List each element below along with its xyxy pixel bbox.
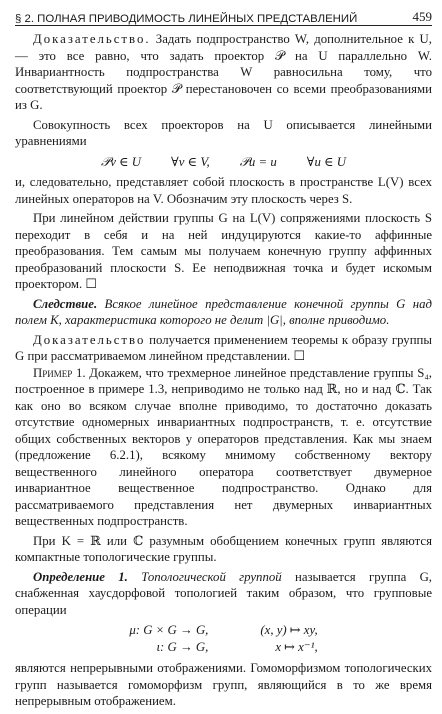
proof2-paragraph xyxy=(15,332,432,365)
corollary-paragraph xyxy=(15,296,432,329)
formula-row xyxy=(123,622,323,639)
definition-label: Определение 1. xyxy=(33,569,128,584)
compact-groups-paragraph: При K = ℝ или ℂ разумным обобщением конечных групп являются компактные топологические группы. xyxy=(15,533,432,564)
equation-part: 𝒫v ∈ U xyxy=(101,154,142,169)
definition-paragraph xyxy=(15,569,432,619)
example-label: Пример 1. xyxy=(33,365,86,380)
projector-equations xyxy=(15,154,432,171)
affine-paragraph: При линейном действии группы G на L(V) сопряжениями плоскость S переходит в себя и на ней индуцируются какие-то аффинные преобразования. Тем самым мы получаем конечную группу аффинных преобразований плоскости S. Ее неподвижная точка и будет искомым проектором. ☐ xyxy=(15,211,432,291)
equation-part: 𝒫u = u xyxy=(239,154,277,169)
corollary-label: Следствие. xyxy=(33,296,98,311)
proof-paragraph xyxy=(15,31,432,114)
formula-row xyxy=(123,639,323,656)
proof-text: Задать подпространство W, дополнительное к U, — это все равно, что задать проектор 𝒫 на U параллельно W. Инвариантность подпространства W равносильна тому, что соответствующий проектор 𝒫 перестановочен со всеми преобразованиями из G. xyxy=(15,32,432,112)
corollary-text: Всякое линейное представление конечной группы G над полем K, характеристика которого не делит |G|, вполне приводимо. xyxy=(15,296,432,327)
formula-rhs: (x, y) ↦ xy, xyxy=(260,623,318,637)
formula-lhs: μ: G × G → G, xyxy=(129,623,209,637)
final-paragraph: являются непрерывными отображениями. Гомоморфизмом топологических групп называется гомоморфизм групп, являющийся в то же время непрерывным отображением. xyxy=(15,661,432,708)
definition-text: называется группа G, снабженная хаусдорфовой топологией таким образом, что групповые операции xyxy=(15,569,433,617)
equation-part: ∀v ∈ V, xyxy=(171,154,210,169)
page-body xyxy=(15,31,432,710)
formula-lhs: ι: G → G, xyxy=(156,640,209,654)
definition-term: Топологической группой xyxy=(141,569,282,584)
proof2-label: Доказательство xyxy=(33,332,146,347)
example-text: Докажем, что трехмерное линейное представление группы S₄, построенное в примере 1.3, неприводимо не только над ℝ, но и над ℂ. Так как оно во всяком случае вполне приводимо, то достаточно доказать отсутствие одномерных инвариантных подпространств, т. е. отсутствие общих собственных векторов у операторов представления. Как мы знаем (предложение 6.2.1), всякому мнимому собственному вектору вещественного линейного оператора соответствует двумерное инвариантное вещественное подпространство. Однако для рассматриваемого представления нет двумерных инвариантных вещественных подпространств. xyxy=(15,365,432,528)
plane-paragraph: и, следовательно, представляет собой плоскость в пространстве L(V) всех линейных операторов на V. Обозначим эту плоскость через S. xyxy=(15,175,432,206)
formula-rhs: x ↦ x⁻¹, xyxy=(275,640,318,654)
proof2-text: получается применением теоремы к образу группы G при рассматриваемом линейном представлении. ☐ xyxy=(15,332,432,363)
running-title: § 2. ПОЛНАЯ ПРИВОДИМОСТЬ ЛИНЕЙНЫХ ПРЕДСТАВЛЕНИЙ xyxy=(15,13,358,25)
page-header xyxy=(15,3,432,26)
proof-label: Доказательство. xyxy=(33,32,151,46)
page-number: 459 xyxy=(412,9,432,24)
projectors-paragraph: Совокупность всех проекторов на U описывается линейными уравнениями xyxy=(15,117,432,148)
group-operations-formula xyxy=(123,622,323,656)
example-paragraph xyxy=(15,365,432,530)
equation-part: ∀u ∈ U xyxy=(306,154,346,169)
